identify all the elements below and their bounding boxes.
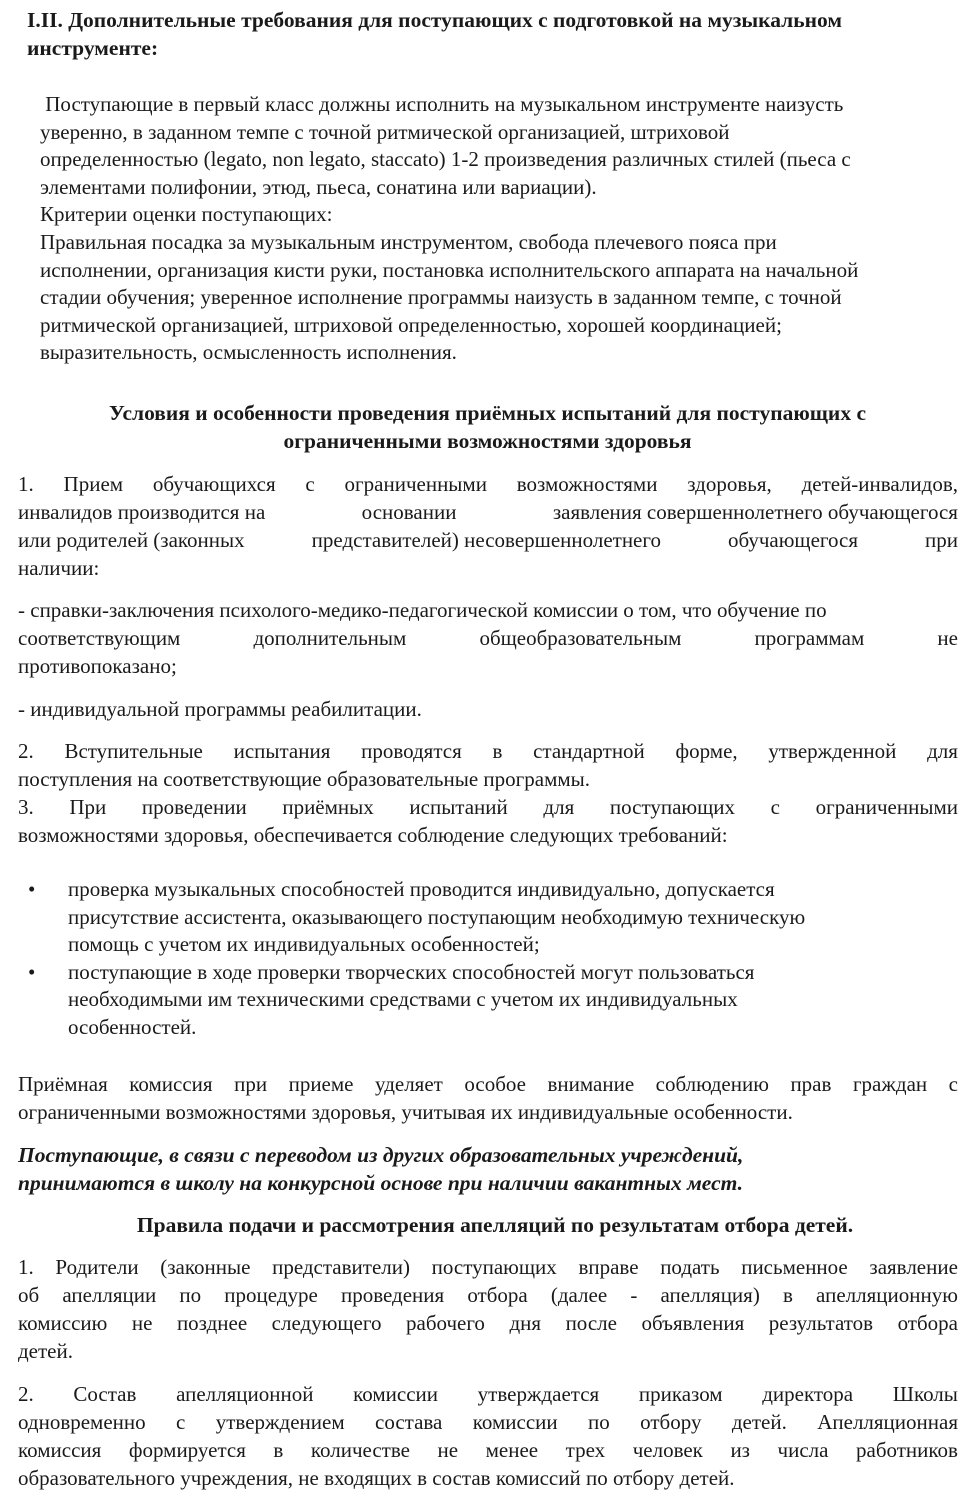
text-chunk: 3. xyxy=(18,795,34,819)
text-chunk: с xyxy=(948,1072,958,1096)
text-chunk: Родители xyxy=(55,1255,139,1279)
text-line xyxy=(18,470,958,498)
text-line xyxy=(18,498,958,526)
text-line: стадии обучения; уверенное исполнение программы наизусть в заданном темпе, с точной xyxy=(40,285,842,310)
text-chunk: Вступительные xyxy=(64,739,203,763)
text-chunk: не xyxy=(937,626,958,650)
text-chunk: отбора xyxy=(467,1283,528,1307)
text-chunk: с xyxy=(305,472,315,496)
text-chunk: апелляция) xyxy=(660,1283,760,1307)
text-chunk: апелляционную xyxy=(816,1283,958,1307)
text-line xyxy=(18,1070,958,1098)
section-heading-additional-requirements xyxy=(27,6,962,62)
text-chunk: при xyxy=(234,1072,268,1096)
text-chunk: обучающегося xyxy=(727,528,859,552)
text-chunk: вправе xyxy=(578,1255,639,1279)
text-chunk: соблюдению xyxy=(655,1072,769,1096)
text-chunk: Приёмная xyxy=(18,1072,108,1096)
italic-note-transfer xyxy=(18,1141,958,1196)
text-chunk: комиссии xyxy=(472,1410,558,1434)
text-chunk: дня xyxy=(509,1311,542,1335)
text-chunk: количестве xyxy=(310,1438,410,1462)
text-chunk: форме, xyxy=(675,739,738,763)
text-chunk: состава xyxy=(375,1410,443,1434)
text-chunk: об xyxy=(18,1283,40,1307)
text-chunk: Состав xyxy=(73,1382,137,1406)
text-chunk: для xyxy=(927,739,958,763)
text-chunk: комиссия xyxy=(18,1438,102,1462)
text-line: уверенно, в заданном темпе с точной ритмической организацией, штриховой xyxy=(40,119,730,144)
text-chunk: 2. xyxy=(18,739,34,763)
text-chunk: отбору xyxy=(640,1410,702,1434)
requirements-text xyxy=(40,90,965,366)
text-line: поступающие в ходе проверки творческих способностей могут пользоваться xyxy=(68,959,755,984)
text-chunk: 2. xyxy=(18,1382,34,1406)
text-chunk: общеобразовательным xyxy=(479,626,682,650)
text-line xyxy=(18,1408,958,1436)
text-chunk: детей. xyxy=(731,1410,787,1434)
text-line: исполнении, организация кисти руки, постановка исполнительского аппарата на начальной xyxy=(40,257,859,282)
text-chunk: программам xyxy=(754,626,865,650)
text-chunk: представители) xyxy=(272,1255,410,1279)
heading-line: Условия и особенности проведения приёмных испытаний для поступающих с xyxy=(109,401,866,425)
text-chunk: стандартной xyxy=(533,739,645,763)
text-chunk: следующего xyxy=(271,1311,382,1335)
text-chunk: из xyxy=(730,1438,750,1462)
text-line: особенностей. xyxy=(68,1014,197,1039)
text-chunk: поступающих xyxy=(609,795,735,819)
text-line: определенностью (legato, non legato, staccato) 1-2 произведения различных стилей (пьеса с xyxy=(40,147,851,172)
paragraph-rehab-program xyxy=(18,695,958,723)
text-chunk: в xyxy=(782,1283,793,1307)
paragraph-appeal-right xyxy=(18,1253,958,1365)
bullet-icon: • xyxy=(28,959,36,984)
text-chunk: позднее xyxy=(176,1311,248,1335)
text-chunk: проведении xyxy=(141,795,247,819)
text-chunk: детей-инвалидов, xyxy=(801,472,958,496)
text-chunk: результатов xyxy=(768,1311,874,1335)
text-line xyxy=(18,1337,958,1365)
text-chunk: ограниченными xyxy=(815,795,958,819)
text-chunk: (законные xyxy=(160,1255,251,1279)
text-chunk: проведения xyxy=(340,1283,445,1307)
text-chunk: возможностями xyxy=(516,472,658,496)
text-chunk: комиссия xyxy=(129,1072,213,1096)
paragraph-entrance-tests xyxy=(18,737,958,849)
text-chunk: работников xyxy=(856,1438,958,1462)
text-line xyxy=(18,1253,958,1281)
text-chunk: или родителей (законных xyxy=(18,528,245,552)
text-chunk: испытаний xyxy=(409,795,508,819)
text-chunk: по xyxy=(588,1410,610,1434)
text-line: Правильная посадка за музыкальным инструментом, свобода плечевого пояса при xyxy=(40,229,777,254)
text-chunk: соответствующим xyxy=(18,626,181,650)
text-chunk: не xyxy=(131,1311,153,1335)
text-chunk: проводятся xyxy=(361,739,462,763)
text-chunk: 1. xyxy=(18,1255,34,1279)
text-chunk: отбора xyxy=(897,1311,958,1335)
text-line: помощь с учетом их индивидуальных особенностей; xyxy=(68,932,540,957)
text-line xyxy=(18,1098,958,1126)
text-chunk: представителей) несовершеннолетнего xyxy=(311,528,661,552)
text-line xyxy=(18,821,958,849)
text-chunk: противопоказано; xyxy=(18,654,177,678)
paragraph-admission-basis xyxy=(18,470,958,582)
section-heading-appeals: Правила подачи и рассмотрения апелляций по результатам отбора детей. xyxy=(136,1213,854,1237)
text-chunk: детей. xyxy=(18,1339,73,1363)
text-line xyxy=(18,1464,958,1492)
text-line: ритмической организацией, штриховой определенностью, хорошей координацией; xyxy=(40,312,782,337)
text-chunk: Апелляционная xyxy=(817,1410,958,1434)
text-line: принимаются в школу на конкурсной основе при наличии вакантных мест. xyxy=(18,1170,743,1195)
text-chunk: испытания xyxy=(233,739,331,763)
text-line xyxy=(18,526,958,554)
text-chunk: здоровья, xyxy=(687,472,772,496)
text-line xyxy=(18,1309,958,1337)
text-chunk: приеме xyxy=(288,1072,354,1096)
text-chunk: процедуре xyxy=(224,1283,318,1307)
paragraph-appeal-commission xyxy=(18,1380,958,1492)
text-line: проверка музыкальных способностей проводится индивидуально, допускается xyxy=(68,877,775,901)
text-chunk: объявления xyxy=(641,1311,745,1335)
text-chunk: заявления совершеннолетнего обучающегося xyxy=(552,500,958,524)
text-chunk: особое xyxy=(464,1072,526,1096)
text-chunk: человек xyxy=(632,1438,703,1462)
paragraph-commission-attention xyxy=(18,1070,958,1126)
text-chunk: для xyxy=(543,795,575,819)
text-chunk: - индивидуальной программы реабилитации. xyxy=(18,697,422,721)
text-line xyxy=(18,695,958,723)
text-chunk: числа xyxy=(777,1438,829,1462)
text-line xyxy=(18,1380,958,1408)
bullet-item xyxy=(28,958,958,1041)
text-line xyxy=(18,765,958,793)
heading-line: ограниченными возможностями здоровья xyxy=(283,429,692,453)
text-chunk: подать xyxy=(660,1255,720,1279)
text-chunk: трех xyxy=(565,1438,606,1462)
text-chunk: утверждением xyxy=(215,1410,345,1434)
text-chunk: в xyxy=(492,739,503,763)
text-chunk: уделяет xyxy=(375,1072,443,1096)
text-chunk: формируется xyxy=(128,1438,246,1462)
text-chunk: поступающих xyxy=(431,1255,557,1279)
requirements-bullet-list xyxy=(28,875,958,1041)
text-line xyxy=(18,596,958,624)
text-chunk: основании xyxy=(361,500,457,524)
text-line: Поступающие, в связи с переводом из других образовательных учреждений, xyxy=(18,1143,744,1167)
text-chunk: ограниченными xyxy=(344,472,487,496)
text-chunk: При xyxy=(69,795,107,819)
bullet-item xyxy=(28,875,958,958)
text-chunk: комиссии xyxy=(353,1382,439,1406)
text-chunk: поступления на соответствующие образовательные программы. xyxy=(18,767,591,791)
text-chunk: менее xyxy=(485,1438,539,1462)
text-chunk: в xyxy=(273,1438,284,1462)
text-line: необходимыми им техническими средствами с учетом их индивидуальных xyxy=(68,987,738,1012)
text-chunk: рабочего xyxy=(406,1311,485,1335)
text-chunk: письменное xyxy=(741,1255,848,1279)
bullet-icon: • xyxy=(28,877,36,901)
text-chunk: приказом xyxy=(638,1382,723,1406)
text-line xyxy=(18,1281,958,1309)
text-chunk: - xyxy=(630,1283,638,1307)
text-chunk: граждан xyxy=(852,1072,928,1096)
section-heading-disabilities xyxy=(15,399,960,455)
text-chunk: образовательного учреждения, не входящих в состав комиссий по отбору детей. xyxy=(18,1466,735,1490)
text-line xyxy=(18,737,958,765)
text-line: присутствие ассистента, оказывающего поступающим необходимую техническую xyxy=(68,904,806,929)
heading-line: инструменте: xyxy=(27,36,159,60)
text-line: выразительность, осмысленность исполнения. xyxy=(40,340,457,365)
text-line xyxy=(18,793,958,821)
text-line xyxy=(18,1436,958,1464)
text-line: элементами полифонии, этюд, пьеса, сонатина или вариации). xyxy=(40,174,597,199)
text-chunk: прав xyxy=(790,1072,832,1096)
text-chunk: ограниченными возможностями здоровья, учитывая их индивидуальные особенности. xyxy=(18,1100,793,1124)
text-chunk: апелляции xyxy=(62,1283,157,1307)
text-chunk: Прием xyxy=(63,472,124,496)
text-chunk: наличии: xyxy=(18,556,100,580)
text-chunk: внимание xyxy=(547,1072,635,1096)
text-line: Поступающие в первый класс должны исполнить на музыкальном инструменте наизусть xyxy=(40,92,844,116)
text-line xyxy=(18,624,958,652)
paragraph-pmpk-certificate xyxy=(18,596,958,680)
text-chunk: по xyxy=(179,1283,202,1307)
text-chunk: обучающихся xyxy=(152,472,276,496)
text-chunk: после xyxy=(565,1311,617,1335)
text-chunk: не xyxy=(437,1438,459,1462)
text-line xyxy=(18,554,958,582)
text-chunk: при xyxy=(925,528,958,552)
text-chunk: утвержденной xyxy=(768,739,897,763)
text-chunk: 1. xyxy=(18,472,34,496)
text-chunk: Школы xyxy=(892,1382,958,1406)
text-chunk: заявление xyxy=(869,1255,958,1279)
text-chunk: инвалидов производится на xyxy=(18,500,266,524)
text-chunk: с xyxy=(176,1410,186,1434)
text-chunk: утверждается xyxy=(477,1382,600,1406)
text-chunk: апелляционной xyxy=(176,1382,314,1406)
text-chunk: одновременно xyxy=(18,1410,146,1434)
text-chunk: приёмных xyxy=(282,795,374,819)
text-chunk: - справки-заключения психолого-медико-педагогической комиссии о том, что обучение по xyxy=(18,598,827,622)
text-line xyxy=(18,652,958,680)
text-chunk: (далее xyxy=(550,1283,608,1307)
text-chunk: возможностями здоровья, обеспечивается соблюдение следующих требований: xyxy=(18,823,728,847)
text-chunk: директора xyxy=(762,1382,854,1406)
text-chunk: с xyxy=(770,795,780,819)
heading-line: I.II. Дополнительные требования для поступающих с подготовкой на музыкальном xyxy=(27,8,842,32)
text-chunk: дополнительным xyxy=(253,626,407,650)
text-line: Критерии оценки поступающих: xyxy=(40,202,333,227)
text-chunk: комиссию xyxy=(18,1311,108,1335)
